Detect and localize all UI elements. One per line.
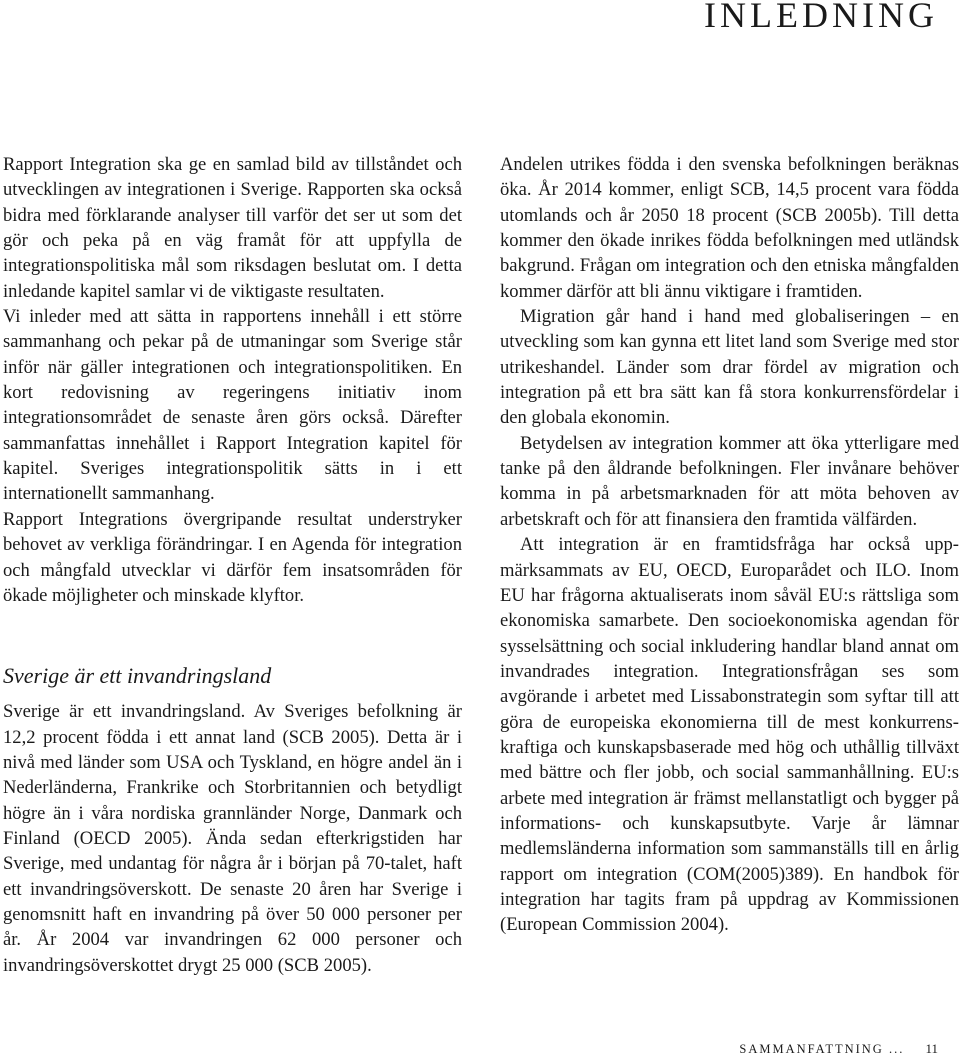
section-heading: Sverige är ett invandringsland — [3, 663, 272, 689]
paragraph: Rapport Integration ska ge en samlad bild av tillståndet och utvecklingen av integrationen i Sverige. Rapporten ska också bidra med förklarande analyser till varför det ser ut som det gör och peka på en väg framåt för att uppfylla de integrationspolitiska mål som riksdagen beslutat om. I detta inledande kapitel samlar vi de viktigaste resultaten. — [3, 154, 462, 302]
paragraph: Migration går hand i hand med globaliseringen – en utveckling som kan gynna ett litet land som Sverige med stor utrikeshandel. Länder som drar fördel av migration och integration på ett bra sätt kan få stora konkurrensfördelar i den globala ekonomin. — [500, 306, 959, 429]
paragraph: Andelen utrikes födda i den svenska befolkningen beräknas öka. År 2014 kommer, enligt SCB, 14,5 procent vara födda utomlands och år 2050 18 procent (SCB 2005b). Till detta kommer den ökade inrikes födda befolkningen med utländsk bakgrund. Frågan om integration och den etniska mångfalden kommer därför att bli ännu viktigare i framtiden. — [500, 154, 959, 302]
page-footer — [739, 1041, 938, 1057]
paragraph: Att integration är en framtidsfråga har också uppmärksammats av EU, OECD, Europarådet och ILO. Inom EU har frågorna aktualiserats inom såväl EU:s rättsliga som ekonomiska samarbete. Den socioekonomiska agendan för sysselsättning och social inkludering handlar bland annat om invandrades integration. Integrationsfrågan ses som avgörande i arbetet med Lissabonstrategin som syftar till att göra de europeiska ekonomierna till de mest konkurrenskraftiga och kunskapsbaserade med hög och uthållig tillväxt med bättre och fler jobb, och social sammanhållning. EU:s arbete med integration är främst mellanstatligt och bygger på informations- och kunskapsutbyte. Varje år lämnar medlemsländerna information som sammanställs till en årlig rapport om integration (COM(2005)389). En handbok för integration har tagits fram på uppdrag av Kommissionen (European Commission 2004). — [500, 534, 959, 936]
page-title: INLEDNING — [704, 0, 938, 35]
paragraph: Sverige är ett invandringsland. Av Sveriges befolkning är 12,2 procent födda i ett annat land (SCB 2005). Detta är i nivå med länder som USA och Tyskland, en högre andel än i Nederländerna, Frankrike och Storbritannien och betydligt högre än i våra nordiska grannländer Norge, Danmark och Finland (OECD 2005). Ända sedan efterkrigstiden har Sverige, med undantag för några år i början på 70-talet, haft ett invandringsöverskott. De senaste 20 åren har Sverige i genomsnitt haft en invandring på över 50 000 personer per år. År 2004 var invandringen 62 000 personer och invandringsöverskottet drygt 25 000 (SCB 2005). — [3, 701, 462, 976]
paragraph: Rapport Integrations övergripande resultat understryker behovet av verkliga förändringar. I en Agenda för integration och mångfald utvecklar vi därför fem insatsområden för ökade möjligheter och minskade klyftor. — [3, 508, 462, 606]
page-number: 11 — [925, 1041, 938, 1056]
footer-section: SAMMANFATTNING ... — [739, 1042, 905, 1056]
paragraph: Vi inleder med att sätta in rapportens innehåll i ett större sammanhang och pekar på de utmaningar som Sverige står inför när gäller integrationen och integrationspolitiken. En kort redovisning av regeringens initiativ inom integrationsområdet de senaste åren görs också. Därefter sammanfattas innehållet i Rapport Integration kapitel för kapitel. Sveriges integrationspolitik sätts in i ett internationellt sammanhang. — [3, 306, 462, 505]
left-column — [3, 152, 462, 978]
right-column — [500, 152, 959, 938]
paragraph: Betydelsen av integration kommer att öka ytterligare med tanke på den åldrande befolkningen. Fler invånare behöver komma in på arbetsmarknaden för att möta behoven av arbetskraft och för att finansiera den framtida välfärden. — [500, 432, 959, 530]
